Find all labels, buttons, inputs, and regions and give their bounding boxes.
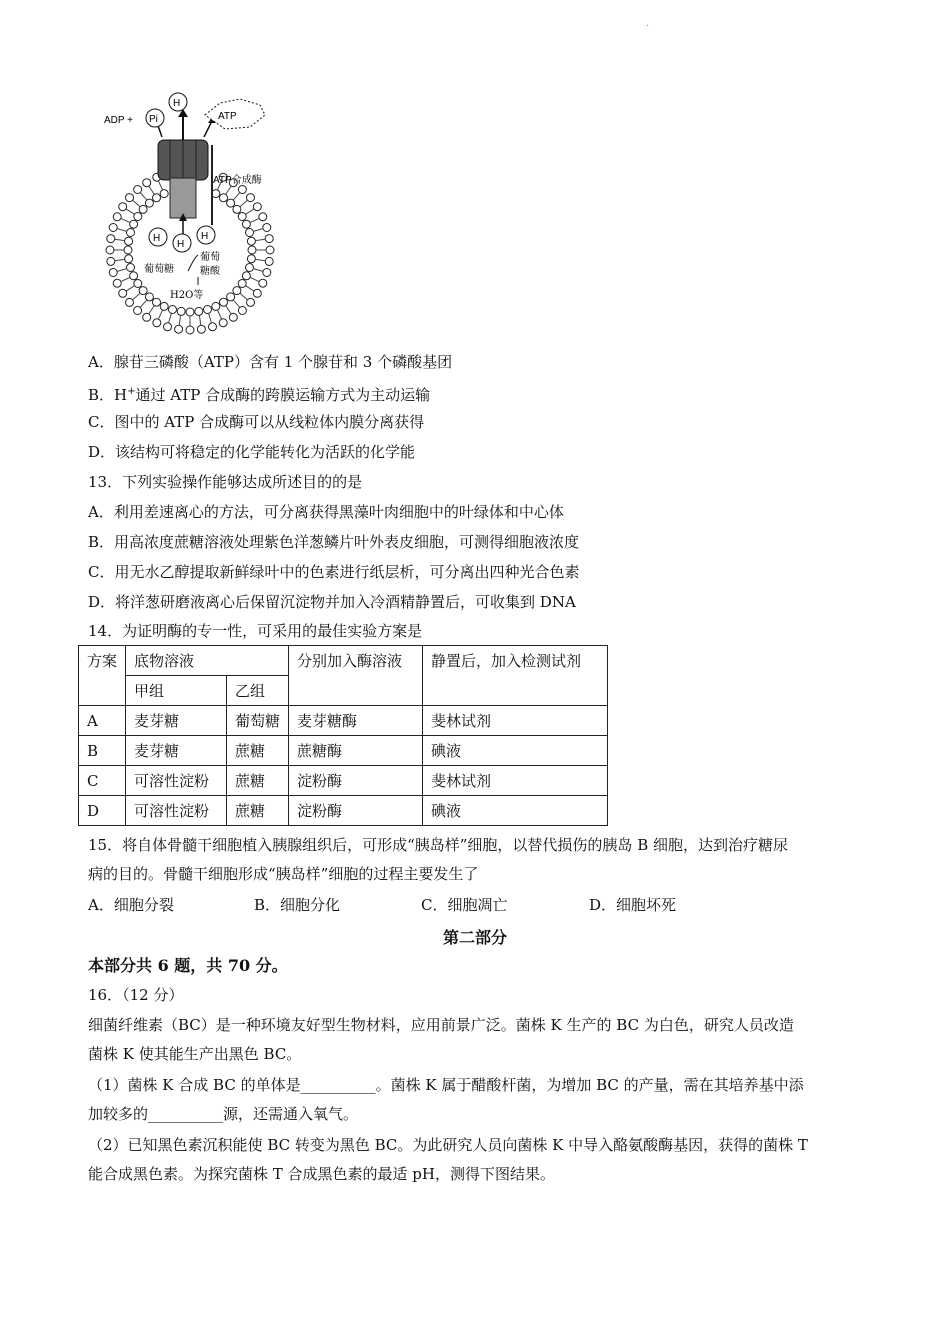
lipid-tail bbox=[240, 200, 248, 207]
q16-part2-line2: 能合成黑色素。为探究菌株 T 合成黑色素的最适 pH，测得下图结果。 bbox=[88, 1165, 555, 1183]
lipid-head bbox=[134, 186, 142, 194]
q13-option-b: B．用高浓度蔗糖溶液处理紫色洋葱鳞片叶外表皮细胞，可测得细胞液浓度 bbox=[88, 533, 580, 551]
lipid-tail bbox=[117, 269, 127, 272]
lipid-head bbox=[160, 302, 168, 310]
lipid-head bbox=[130, 272, 138, 280]
lipid-head bbox=[253, 203, 261, 211]
q15-stem-line1: 15．将自体骨髓干细胞植入胰腺组织后，可形成“胰岛样”细胞，以替代损伤的胰岛 B 细胞，达到治疗糖尿 bbox=[88, 836, 788, 854]
table-row bbox=[79, 736, 608, 766]
lipid-head bbox=[127, 229, 135, 237]
lipid-head bbox=[195, 307, 203, 315]
q16-part2-line1: （2）已知黑色素沉积能使 BC 转变为黑色 BC。为此研究人员向菌株 K 中导入酪氨酸酶基因，获得的菌株 T bbox=[88, 1136, 808, 1154]
lipid-head bbox=[145, 293, 153, 301]
cell-reagent: 碘液 bbox=[423, 736, 608, 766]
lipid-tail bbox=[233, 193, 240, 201]
lipid-head bbox=[238, 280, 246, 288]
synthase-stalk bbox=[170, 178, 196, 218]
q16-intro-line1: 细菌纤维素（BC）是一种环境友好型生物材料，应用前景广泛。菌株 K 生产的 BC 为白色，研究人员改造 bbox=[88, 1016, 794, 1034]
lipid-tail bbox=[199, 315, 200, 325]
lipid-head bbox=[238, 307, 246, 315]
q12-option-b: B．H+通过 ATP 合成酶的跨膜运输方式为主动运输 bbox=[88, 386, 431, 404]
q12-option-c: C．图中的 ATP 合成酶可以从线粒体内膜分离获得 bbox=[88, 413, 425, 431]
q12-option-a: A．腺苷三磷酸（ATP）含有 1 个腺苷和 3 个磷酸基团 bbox=[88, 353, 453, 371]
cell-group-b: 葡萄糖 bbox=[227, 706, 289, 736]
lipid-head bbox=[127, 264, 135, 272]
lipid-tail bbox=[133, 293, 141, 300]
q12-option-d: D．该结构可将稳定的化学能转化为活跃的化学能 bbox=[88, 443, 416, 461]
lipid-tail bbox=[126, 286, 134, 291]
cell-enzyme: 淀粉酶 bbox=[289, 796, 423, 826]
table-row bbox=[79, 706, 608, 736]
h-label-top: H bbox=[173, 98, 181, 109]
lipid-tail bbox=[250, 277, 259, 281]
q16-part1-line1: （1）菌株 K 合成 BC 的单体是__________。菌株 K 属于醋酸杆菌，为增加 BC 的产量，需在其培养基中添 bbox=[88, 1076, 804, 1094]
lipid-tail bbox=[133, 200, 141, 207]
lipid-head bbox=[107, 235, 115, 243]
lipid-head bbox=[139, 205, 147, 213]
lipid-head bbox=[247, 194, 255, 202]
lipid-head bbox=[186, 326, 194, 334]
lipid-head bbox=[253, 289, 261, 297]
water-label: H2O等 bbox=[170, 290, 204, 301]
lipid-tail bbox=[140, 300, 147, 308]
lipid-head bbox=[204, 306, 212, 314]
pi-label: Pi bbox=[149, 114, 158, 125]
lipid-tail bbox=[226, 306, 231, 314]
h-label-3: H bbox=[201, 231, 209, 242]
lipid-head bbox=[242, 220, 250, 228]
q15-stem-line2: 病的目的。骨髓干细胞形成“胰岛样”细胞的过程主要发生了 bbox=[88, 865, 479, 883]
lipid-head bbox=[126, 298, 134, 306]
header-group-a: 甲组 bbox=[126, 676, 227, 706]
lipid-tail bbox=[233, 300, 240, 308]
lipid-head bbox=[247, 237, 255, 245]
lipid-head bbox=[246, 264, 254, 272]
cell-reagent: 斐林试剂 bbox=[423, 766, 608, 796]
lipid-head bbox=[143, 179, 151, 187]
lipid-head bbox=[220, 194, 228, 202]
lipid-head bbox=[238, 186, 246, 194]
lipid-tail bbox=[140, 193, 147, 201]
lipid-tail bbox=[169, 313, 172, 323]
lipid-tail bbox=[217, 310, 221, 319]
lipid-head bbox=[106, 246, 114, 254]
lipid-head bbox=[134, 213, 142, 221]
part-two-summary: 本部分共 6 题，共 70 分。 bbox=[88, 956, 288, 975]
cell-group-b: 蔗糖 bbox=[227, 796, 289, 826]
lipid-head bbox=[119, 289, 127, 297]
lipid-head bbox=[265, 257, 273, 265]
lipid-tail bbox=[121, 277, 130, 281]
lipid-head bbox=[247, 298, 255, 306]
lipid-head bbox=[227, 199, 235, 207]
q15-option-c: C．细胞凋亡 bbox=[421, 896, 508, 914]
lipid-head bbox=[175, 325, 183, 333]
lipid-head bbox=[177, 307, 185, 315]
lipid-head bbox=[126, 194, 134, 202]
lipid-head bbox=[248, 246, 256, 254]
q13-option-a: A．利用差速离心的方法，可分离获得黑藻叶肉细胞中的叶绿体和中心体 bbox=[88, 503, 564, 521]
lipid-tail bbox=[158, 310, 162, 319]
lipid-tail bbox=[250, 218, 259, 222]
lipid-tail bbox=[158, 181, 162, 190]
atp-label: ATP bbox=[218, 111, 237, 122]
lipid-head bbox=[227, 293, 235, 301]
lipid-head bbox=[125, 237, 133, 245]
header-enzyme: 分别加入酶溶液 bbox=[289, 646, 423, 706]
lipid-head bbox=[263, 269, 271, 277]
table-row bbox=[79, 796, 608, 826]
lipid-head bbox=[153, 319, 161, 327]
lipid-head bbox=[153, 298, 161, 306]
lipid-head bbox=[242, 272, 250, 280]
lipid-tail bbox=[255, 239, 265, 240]
cell-reagent: 斐林试剂 bbox=[423, 706, 608, 736]
lipid-head bbox=[212, 302, 220, 310]
experiment-table bbox=[78, 645, 608, 826]
atp-synthase-figure bbox=[100, 85, 300, 335]
q16-intro-line2: 菌株 K 使其能生产出黑色 BC。 bbox=[88, 1045, 302, 1063]
q13-option-d: D．将洋葱研磨液离心后保留沉淀物并加入冷酒精静置后，可收集到 DNA bbox=[88, 593, 576, 611]
lipid-tail bbox=[149, 306, 154, 314]
table-row bbox=[79, 766, 608, 796]
lipid-tail bbox=[126, 209, 134, 214]
q16-part1-line2: 加较多的__________源，还需通入氧气。 bbox=[88, 1105, 359, 1123]
cell-group-a: 麦芽糖 bbox=[126, 736, 227, 766]
lipid-head bbox=[113, 213, 121, 221]
lipid-head bbox=[220, 298, 228, 306]
cell-group-a: 可溶性淀粉 bbox=[126, 796, 227, 826]
lipid-tail bbox=[226, 186, 231, 194]
header-mark: . bbox=[646, 18, 650, 29]
lipid-head bbox=[160, 190, 168, 198]
lipid-tail bbox=[240, 293, 248, 300]
lipid-tail bbox=[115, 239, 125, 240]
lipid-head bbox=[209, 323, 217, 331]
cell-plan: D bbox=[79, 796, 126, 826]
lipid-head bbox=[139, 287, 147, 295]
lipid-tail bbox=[253, 269, 263, 272]
lipid-head bbox=[125, 255, 133, 263]
part-two-title: 第二部分 bbox=[442, 928, 507, 947]
q15-option-b: B．细胞分化 bbox=[254, 896, 341, 914]
cell-group-a: 麦芽糖 bbox=[126, 706, 227, 736]
lipid-head bbox=[113, 279, 121, 287]
lipid-head bbox=[134, 280, 142, 288]
cell-plan: C bbox=[79, 766, 126, 796]
lipid-head bbox=[130, 220, 138, 228]
cell-enzyme: 麦芽糖酶 bbox=[289, 706, 423, 736]
lipid-tail bbox=[246, 209, 254, 214]
adp-label: ADP + bbox=[104, 115, 133, 126]
gluconic-label-1: 葡萄 bbox=[200, 252, 220, 263]
glucose-label: 葡萄糖 bbox=[144, 264, 174, 275]
lipid-head bbox=[247, 255, 255, 263]
lipid-head bbox=[259, 279, 267, 287]
lipid-head bbox=[246, 229, 254, 237]
lipid-tail bbox=[253, 229, 263, 232]
lipid-head bbox=[266, 246, 274, 254]
lipid-head bbox=[145, 199, 153, 207]
lipid-head bbox=[109, 224, 117, 232]
lipid-head bbox=[229, 313, 237, 321]
lipid-tail bbox=[121, 218, 130, 222]
lipid-head bbox=[197, 325, 205, 333]
q15-option-a: A．细胞分裂 bbox=[88, 896, 174, 914]
lipid-head bbox=[119, 203, 127, 211]
cell-group-b: 蔗糖 bbox=[227, 736, 289, 766]
gluconic-label-2: 糖酸 bbox=[200, 266, 220, 277]
lipid-tail bbox=[115, 259, 125, 260]
header-group-b: 乙组 bbox=[227, 676, 289, 706]
q14-stem: 14．为证明酶的专一性，可采用的最佳实验方案是 bbox=[88, 622, 423, 640]
q15-option-d: D．细胞坏死 bbox=[589, 896, 677, 914]
lipid-tail bbox=[117, 229, 127, 232]
q13-option-c: C．用无水乙醇提取新鲜绿叶中的色素进行纸层析，可分离出四种光合色素 bbox=[88, 563, 580, 581]
cell-plan: A bbox=[79, 706, 126, 736]
lipid-tail bbox=[246, 286, 254, 291]
lipid-head bbox=[169, 306, 177, 314]
cell-group-a: 可溶性淀粉 bbox=[126, 766, 227, 796]
q16-header: 16．（12 分） bbox=[88, 986, 184, 1004]
cell-reagent: 碘液 bbox=[423, 796, 608, 826]
lipid-head bbox=[259, 213, 267, 221]
lipid-head bbox=[233, 205, 241, 213]
h-label-2: H bbox=[177, 239, 185, 250]
q13-stem: 13．下列实验操作能够达成所述目的的是 bbox=[88, 473, 363, 491]
cell-group-b: 蔗糖 bbox=[227, 766, 289, 796]
lipid-head bbox=[164, 323, 172, 331]
lipid-head bbox=[107, 257, 115, 265]
lipid-tail bbox=[255, 259, 265, 260]
cell-plan: B bbox=[79, 736, 126, 766]
lipid-tail bbox=[149, 186, 154, 194]
lipid-head bbox=[124, 246, 132, 254]
header-reagent: 静置后，加入检测试剂 bbox=[423, 646, 608, 706]
h-label-1: H bbox=[153, 233, 161, 244]
synthase-label: ATP合成酶 bbox=[213, 175, 262, 186]
lipid-head bbox=[186, 308, 194, 316]
header-substrate: 底物溶液 bbox=[126, 646, 289, 676]
header-plan: 方案 bbox=[79, 646, 126, 706]
cell-enzyme: 淀粉酶 bbox=[289, 766, 423, 796]
lipid-head bbox=[265, 235, 273, 243]
lipid-head bbox=[263, 224, 271, 232]
lipid-head bbox=[143, 313, 151, 321]
lipid-head bbox=[134, 307, 142, 315]
lipid-head bbox=[219, 319, 227, 327]
lipid-tail bbox=[179, 315, 180, 325]
cell-enzyme: 蔗糖酶 bbox=[289, 736, 423, 766]
lipid-head bbox=[233, 287, 241, 295]
lipid-tail bbox=[209, 313, 212, 323]
lipid-head bbox=[153, 194, 161, 202]
lipid-head bbox=[238, 213, 246, 221]
lipid-head bbox=[109, 269, 117, 277]
